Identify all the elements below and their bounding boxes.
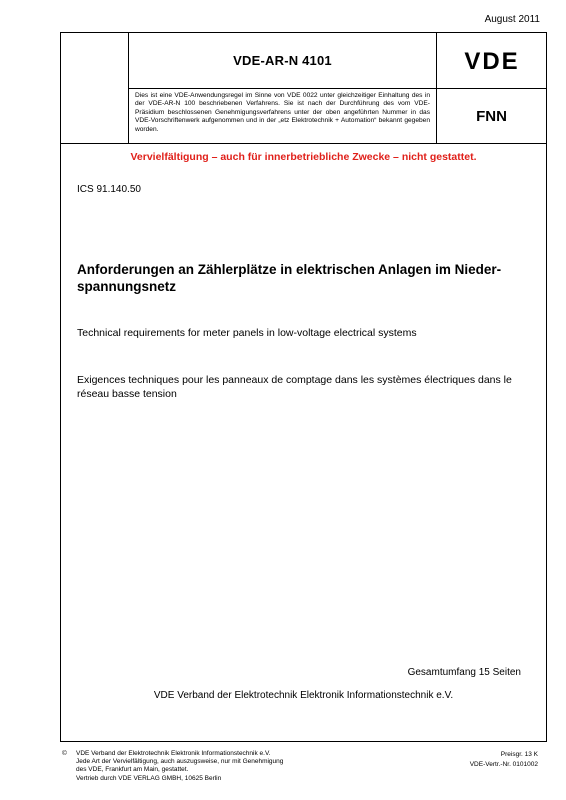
footer-line: Vertrieb durch VDE VERLAG GMBH, 10625 Berlin (76, 774, 222, 782)
footer-line: Jede Art der Vervielfältigung, auch auszugsweise, nur mit Genehmigung (76, 758, 284, 766)
title-french (77, 373, 527, 401)
publisher: VDE Verband der Elektrotechnik Elektronik Informationstechnik e.V. (153, 690, 454, 701)
footer-line: VDE Verband der Elektrotechnik Elektronik Informationstechnik e.V. (76, 750, 271, 757)
title-german (77, 261, 517, 295)
vde-logo-text: VDE (463, 47, 520, 74)
ics-number: ICS 91.140.50 (77, 184, 141, 195)
price-group: Preisgr. 13 K (500, 751, 538, 758)
copy-warning: Vervielfältigung – auch für innerbetriebliche Zwecke – nicht gestattet. (130, 151, 477, 163)
header-blank-cell (61, 33, 129, 143)
footer-line: des VDE, Frankfurt am Main, gestattet. (76, 766, 189, 774)
title-german-line1: Anforderungen an Zählerplätze in elektrischen Anlagen im Nieder- (77, 262, 502, 277)
copyright-icon: © (62, 750, 67, 757)
document-frame (60, 32, 547, 742)
title-english: Technical requirements for meter panels in low-voltage electrical systems (77, 327, 417, 339)
header-divider (61, 143, 546, 144)
page-count: Gesamtumfang 15 Seiten (407, 667, 521, 678)
footer-lines (76, 750, 283, 783)
footer-pricing (470, 750, 538, 770)
fnn-label: FNN (476, 107, 507, 125)
issue-date: August 2011 (484, 14, 540, 25)
title-french-line2: réseau basse tension (77, 388, 177, 400)
vde-logo (437, 33, 546, 89)
standard-code: VDE-AR-N 4101 (129, 33, 437, 89)
vde-logo-mark (453, 48, 531, 74)
title-french-line1: Exigences techniques pour les panneaux de comptage dans les systèmes électriques dans le (77, 374, 512, 386)
title-german-line2: spannungsnetz (77, 279, 177, 294)
standard-notice: Dies ist eine VDE-Anwendungsregel im Sinne von VDE 0022 unter gleichzeitiger Einhaltung des in der VDE-AR-N 100 beschriebenen Verfahrens. Sie ist nach der Durchführung des vom VDE-Präsidium beschlossenen Genehmigungsverfahrens unter der oben angeführten Nummer in das VDE-Vorschriftenwerk aufgenommen und in der „etz Elektrotechnik + Automation“ bekannt gegeben worden. (129, 89, 437, 143)
order-number: VDE-Vertr.-Nr. 0101002 (469, 761, 538, 768)
